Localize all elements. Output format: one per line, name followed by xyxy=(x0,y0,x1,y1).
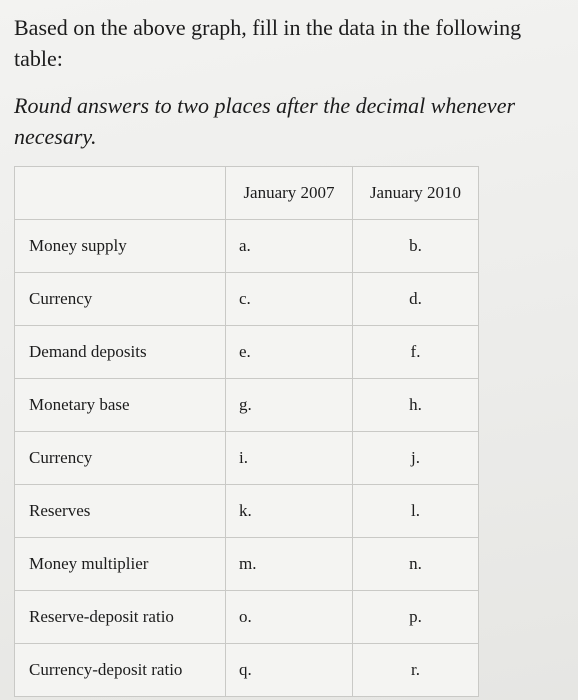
header-blank-cell xyxy=(15,167,226,220)
row-label: Currency xyxy=(15,273,226,326)
cell-value: c. xyxy=(239,289,251,308)
row-label: Demand deposits xyxy=(15,326,226,379)
header-january-2010: January 2010 xyxy=(353,167,479,220)
header-january-2007: January 2007 xyxy=(226,167,353,220)
table-row xyxy=(15,220,479,273)
table-row xyxy=(15,485,479,538)
table-header-row xyxy=(15,167,479,220)
table-row xyxy=(15,644,479,697)
row-label: Money supply xyxy=(15,220,226,273)
cell-jan2007 xyxy=(226,273,353,326)
cell-value: i. xyxy=(239,448,248,467)
cell-jan2010: r. xyxy=(353,644,479,697)
cell-jan2010: f. xyxy=(353,326,479,379)
cell-value: a. xyxy=(239,236,251,255)
cell-value: m. xyxy=(239,554,257,573)
cell-jan2010: d. xyxy=(353,273,479,326)
row-label: Currency-deposit ratio xyxy=(15,644,226,697)
row-label: Reserve-deposit ratio xyxy=(15,591,226,644)
cell-value: g. xyxy=(239,395,252,414)
cell-jan2010: h. xyxy=(353,379,479,432)
cell-value: q. xyxy=(239,660,252,679)
table-row xyxy=(15,432,479,485)
row-label: Money multiplier xyxy=(15,538,226,591)
cell-jan2007 xyxy=(226,326,353,379)
rounding-instruction: Round answers to two places after the decimal whenever necesary. xyxy=(14,93,516,149)
table-row xyxy=(15,326,479,379)
cell-jan2007 xyxy=(226,644,353,697)
cell-jan2007 xyxy=(226,591,353,644)
cell-jan2010: n. xyxy=(353,538,479,591)
row-label: Monetary base xyxy=(15,379,226,432)
table-row xyxy=(15,591,479,644)
cell-jan2007 xyxy=(226,379,353,432)
table-row xyxy=(15,273,479,326)
row-label: Currency xyxy=(15,432,226,485)
cell-value: k. xyxy=(239,501,252,520)
cell-jan2007 xyxy=(226,220,353,273)
cell-value: e. xyxy=(239,342,251,361)
cell-jan2007 xyxy=(226,485,353,538)
cell-jan2010: j. xyxy=(353,432,479,485)
data-table xyxy=(14,166,479,697)
question-intro: Based on the above graph, fill in the data in the following table: xyxy=(14,15,522,71)
cell-jan2007 xyxy=(226,538,353,591)
cell-value: o. xyxy=(239,607,252,626)
cell-jan2010: b. xyxy=(353,220,479,273)
table-row xyxy=(15,538,479,591)
table-row xyxy=(15,379,479,432)
row-label: Reserves xyxy=(15,485,226,538)
cell-jan2007 xyxy=(226,432,353,485)
cell-jan2010: p. xyxy=(353,591,479,644)
cell-jan2010: l. xyxy=(353,485,479,538)
